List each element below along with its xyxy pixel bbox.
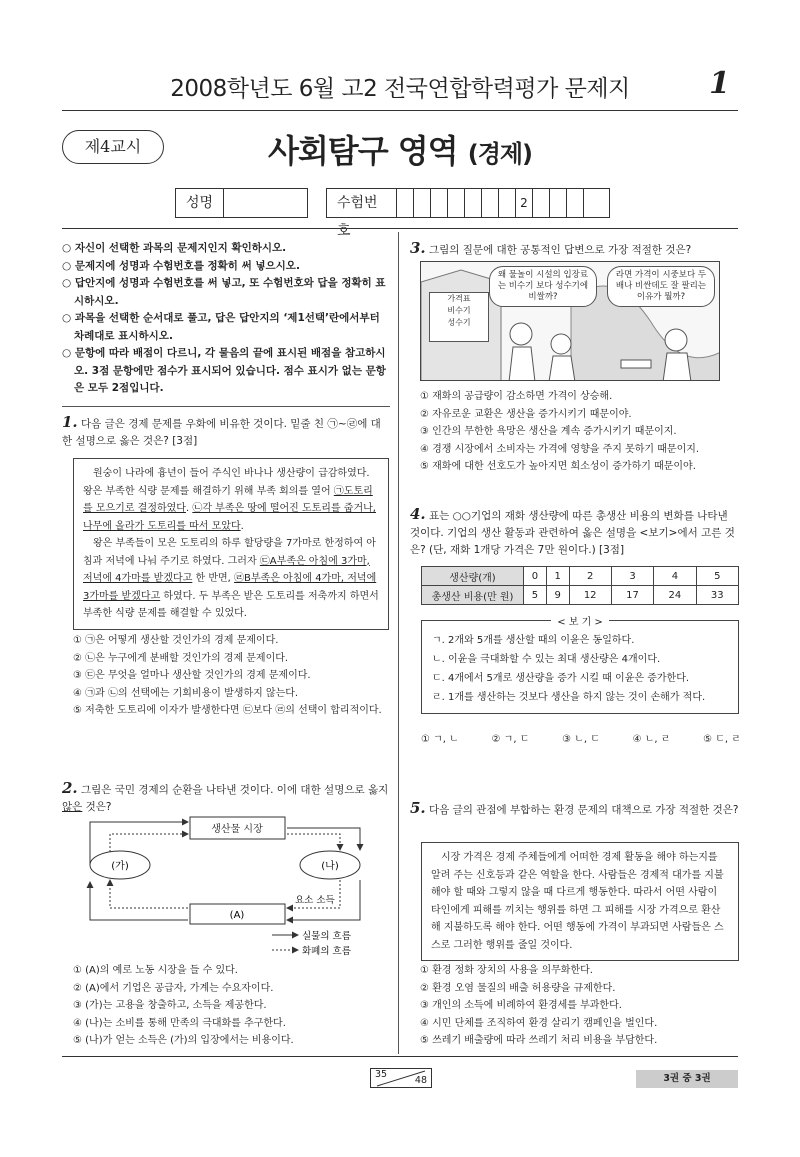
q1-paragraph-2 (83, 535, 379, 623)
instructions-rule (62, 406, 390, 407)
q4-cell: 5 (524, 586, 547, 605)
subject-main: 사회탐구 영역 (267, 132, 458, 170)
q4-option[interactable]: ③ ㄴ, ㄷ (562, 734, 600, 745)
money-flow-arrow (110, 880, 188, 908)
instruction-item: ○ 답안지에 성명과 수험번호를 써 넣고, 또 수험번호와 답을 정확히 표시하시오. (62, 277, 386, 307)
q4-cell: 2 (569, 567, 611, 586)
bogi-tag (422, 613, 738, 632)
page-number: 1 (709, 66, 730, 101)
examnum-cell[interactable] (567, 189, 584, 217)
column-divider (398, 232, 399, 1054)
examnum-cell[interactable] (414, 189, 431, 217)
footer-rule (62, 1056, 738, 1057)
q4-option[interactable]: ⑤ ㄷ, ㄹ (703, 734, 741, 745)
q1-options (73, 632, 389, 720)
q1-option[interactable]: ② ㉡은 누구에게 분배할 것인가의 경제 문제이다. (73, 652, 289, 664)
q2-option[interactable]: ① (A)의 예로 노동 시장을 들 수 있다. (73, 965, 238, 976)
q2-number: 2. (62, 779, 78, 797)
q1-text: 원숭이 나라에 흉년이 들어 주식인 바나나 생산량이 급감하였다. 왕은 부족한 식량 문제를 해결하기 위해 부족 회의를 열어 (83, 468, 370, 497)
q5-option[interactable]: ④ 시민 단체를 조직하여 환경 살리기 캠페인을 벌인다. (420, 1017, 658, 1029)
q4-cell: 17 (611, 586, 653, 605)
bogi-item: ㄱ. 2개와 5개를 생산할 때의 이윤은 동일하다. (432, 635, 635, 646)
q4-cell: 12 (569, 586, 611, 605)
q4-table (421, 566, 739, 605)
q4-cell: 3 (611, 567, 653, 586)
subject-sub: (경제) (467, 140, 533, 168)
q5-stem-text: 다음 글의 관점에 부합하는 환경 문제의 대책으로 가장 적절한 것은? (429, 804, 739, 816)
q3-option[interactable]: ③ 인간의 무한한 욕망은 생산을 계속 증가시키기 때문이지. (420, 426, 677, 437)
q1-stem (62, 414, 390, 450)
exam-title: 2008학년도 6월 고2 전국연합학력평가 문제지 (170, 76, 630, 102)
q4-row-label: 총생산 비용(만 원) (422, 586, 524, 605)
q4-option[interactable]: ① ㄱ, ㄴ (421, 734, 459, 745)
economic-circulation-diagram (80, 812, 380, 957)
q4-stem (410, 506, 740, 559)
legend-real-label: 실물의 흐름 (302, 931, 351, 942)
bogi-item: ㄷ. 4개에서 5개로 생산량을 증가 시킬 때 이윤은 증가한다. (432, 673, 690, 684)
q5-passage: 시장 가격은 경제 주체들에게 어떠한 경제 활동을 해야 하는지를 알려 주는 신호등과 같은 역할을 한다. 사람들은 경제적 대가를 지불해야 할 때와 그렇지 않을 때 다르게 행동한다. 따라서 어떤 사람이 타인에게 피해를 끼치는 행위를 하면 그 피해를 시장 가격으로 환산해 지불하도록 해야 한다. 어떤 행동에 가격이 부과되면 사람들은 스스로 그러한 행위를 줄일 것이다. (421, 842, 739, 961)
q4-stem-text: 표는 ○○기업의 재화 생산량에 따른 총생산 비용의 변화를 나타낸 것이다. 기업의 생산 활동과 관련하여 옳은 설명을 <보기>에서 고른 것은? (단, 재화 1개당 가격은 7만 원이다.) [3점] (410, 510, 735, 556)
examnum-label: 수험번호 (327, 189, 397, 217)
q3-illustration (420, 261, 720, 381)
footer-page-top: 35 (375, 1069, 388, 1080)
instruction-item: ○ 자신이 선택한 과목의 문제지인지 확인하시오. (62, 242, 287, 254)
q5-option[interactable]: ⑤ 쓰레기 배출량에 따라 쓰레기 처리 비용을 부담한다. (420, 1035, 658, 1046)
factor-income-label: 요소 소득 (295, 895, 335, 906)
q1-text: 한 반면, (192, 573, 235, 584)
q2-option[interactable]: ② (A)에서 기업은 공급자, 가계는 수요자이다. (73, 982, 274, 994)
session-badge: 제4교시 (62, 130, 164, 164)
ga-label: (가) (111, 861, 129, 872)
subject-title (0, 126, 800, 172)
examnum-cell[interactable] (448, 189, 465, 217)
q4-cell: 1 (546, 567, 569, 586)
q1-text: 왕은 부족들이 모은 도토리의 하루 할당량을 7가마로 한정하여 아침과 저녁에 나눠 주기로 하였다. 그러자 (83, 538, 376, 567)
q4-cell: 5 (696, 567, 738, 586)
bogi-label: < 보 기 > (551, 617, 609, 628)
q2-option[interactable]: ⑤ (나)가 얻는 소득은 (가)의 입장에서는 비용이다. (73, 1035, 294, 1046)
examnum-box (326, 188, 610, 239)
q4-cell: 33 (696, 586, 738, 605)
q5-number: 5. (410, 799, 426, 817)
speech-bubble-2: 라면 가격이 시중보다 두 배나 비싼데도 잘 팔리는 이유가 뭘까? (607, 266, 715, 307)
instructions (62, 240, 388, 398)
q2-options (73, 962, 389, 1050)
money-flow-arrow (287, 834, 340, 850)
q1-underline-d: ㉣B부족은 아침에 4가마, 저녁에 3가마를 받겠다고 (83, 573, 377, 602)
footer-page-box (370, 1068, 432, 1088)
q3-stem-text: 그림의 질문에 대한 공통적인 답변으로 가장 적절한 것은? (429, 244, 692, 256)
examnum-cell[interactable] (397, 189, 414, 217)
q1-option[interactable]: ④ ㉠과 ㉡의 선택에는 기회비용이 발생하지 않는다. (73, 687, 299, 699)
q3-option[interactable]: ⑤ 재화에 대한 선호도가 높아지면 희소성이 증가하기 때문이야. (420, 461, 696, 472)
header-rule (62, 110, 738, 111)
name-label: 성명 (176, 189, 224, 217)
footer-page-bottom: 48 (414, 1075, 427, 1086)
q1-underline-c: ㉢A부족은 아침에 3가마, 저녁에 4가마를 받겠다고 (83, 555, 370, 584)
q1-option[interactable]: ⑤ 저축한 도토리에 이자가 발생한다면 ㉢보다 ㉣의 선택이 합리적이다. (73, 705, 382, 716)
name-field[interactable] (224, 189, 307, 217)
q2-stem-b: 것은? (82, 801, 112, 813)
bogi-item: ㄴ. 이윤을 극대화할 수 있는 최대 생산량은 4개이다. (432, 654, 661, 665)
q3-options (420, 388, 740, 476)
q4-option[interactable]: ② ㄱ, ㄷ (491, 734, 530, 745)
na-label: (나) (321, 861, 339, 872)
examnum-cell-digit[interactable]: 2 (516, 189, 533, 217)
q5-option[interactable]: ③ 개인의 소득에 비례하여 환경세를 부과한다. (420, 1000, 622, 1011)
examnum-cell[interactable] (533, 189, 550, 217)
price-sign (429, 292, 489, 342)
q1-underline-b: ㉡각 부족은 땅에 떨어진 도토리를 줍거나, 나무에 올라가 도토리를 따서 모았다 (83, 503, 376, 532)
legend-money-label: 화폐의 흐름 (302, 946, 351, 957)
instruction-item: ○ 문제지에 성명과 수험번호를 정확히 써 넣으시오. (62, 259, 300, 272)
q4-table-row (422, 586, 739, 605)
examnum-cell[interactable] (431, 189, 448, 217)
examnum-cell[interactable] (584, 189, 609, 217)
q5-option[interactable]: ① 환경 정화 장치의 사용을 의무화한다. (420, 965, 593, 976)
q4-option[interactable]: ④ ㄴ, ㄹ (632, 734, 671, 745)
examnum-cell[interactable] (550, 189, 567, 217)
real-flow-arrow (287, 828, 360, 850)
a-label: (A) (229, 910, 245, 921)
q3-option[interactable]: ④ 경쟁 시장에서 소비자는 가격에 영향을 주지 못하기 때문이지. (420, 443, 700, 455)
q1-stem-text: 다음 글은 경제 문제를 우화에 비유한 것이다. 밑줄 친 ㉠~㉣에 대한 설명으로 옳은 것은? [3점] (62, 418, 381, 447)
examnum-cell[interactable] (499, 189, 516, 217)
q3-stem (410, 240, 740, 259)
q4-cell: 9 (546, 586, 569, 605)
q2-stem-a: 그림은 국민 경제의 순환을 나타낸 것이다. 이에 대한 설명으로 옳지 (81, 784, 389, 796)
instruction-item: ○ 과목을 선택한 순서대로 풀고, 답은 답안지의 ‘제1선택’란에서부터 차례대로 표시하시오. (62, 312, 380, 342)
q1-number: 1. (62, 413, 78, 431)
q5-stem (410, 800, 740, 819)
price-sign-title: 가격표 (447, 294, 471, 303)
bogi-item: ㄹ. 1개를 생산하는 것보다 생산을 하지 않는 것이 손해가 적다. (432, 692, 706, 703)
instruction-item: ○ 문항에 따라 배점이 다르니, 각 물음의 끝에 표시된 배점을 참고하시오. 3점 문항에만 점수가 표시되어 있습니다. 점수 표시가 없는 문항은 모두 2점입니다. (62, 347, 386, 394)
price-sign-line: 성수기 (447, 318, 471, 327)
q1-paragraph-1 (83, 465, 379, 535)
market-label: 생산물 시장 (211, 824, 263, 835)
footer-volume: 3권 중 3권 (636, 1070, 738, 1088)
q1-passage (73, 458, 389, 630)
q2-option[interactable]: ④ (나)는 소비를 통해 만족의 극대화를 추구한다. (73, 1017, 286, 1029)
q4-row-label: 생산량(개) (422, 567, 524, 586)
q1-text: . (240, 520, 244, 532)
q4-table-row (422, 567, 739, 586)
q2-stem-underline: 않은 (62, 801, 83, 813)
name-box (175, 188, 308, 218)
q3-number: 3. (410, 239, 426, 257)
q4-cell: 4 (654, 567, 696, 586)
q4-number: 4. (410, 505, 426, 523)
q3-option[interactable]: ① 재화의 공급량이 감소하면 가격이 상승해. (420, 391, 613, 402)
q1-option[interactable]: ③ ㉢은 무엇을 얼마나 생산할 것인가의 경제 문제이다. (73, 670, 311, 681)
speech-bubble-1: 왜 물놀이 시설의 입장료는 비수기 보다 성수기에 비쌀까? (489, 266, 597, 307)
q4-cell: 0 (524, 567, 547, 586)
q1-underline-a: ㉠도토리를 모으기로 결정하였다 (83, 485, 373, 514)
real-flow-arrow (90, 882, 188, 920)
q4-cell: 24 (654, 586, 696, 605)
q1-text: 하였다. 두 부족은 받은 도토리를 저축까지 하면서 부족한 식량 문제를 해결할 수 있었다. (83, 590, 379, 619)
q2-option[interactable]: ③ (가)는 고용을 창출하고, 소득을 제공한다. (73, 1000, 267, 1011)
q3-option[interactable]: ② 자유로운 교환은 생산을 증가시키기 때문이야. (420, 408, 632, 420)
q1-text: . (185, 503, 193, 514)
examnum-cell[interactable] (465, 189, 482, 217)
q1-option[interactable]: ① ㉠은 어떻게 생산할 것인가의 경제 문제이다. (73, 635, 279, 646)
q2-stem (62, 780, 390, 816)
q5-options (420, 962, 740, 1050)
examnum-cell[interactable] (482, 189, 499, 217)
price-sign-line: 비수기 (447, 306, 471, 315)
header-rule-bottom (62, 228, 738, 229)
q5-option[interactable]: ② 환경 오염 물질의 배출 허용량을 규제한다. (420, 982, 616, 994)
money-flow-arrow (110, 834, 188, 852)
q4-bogi-box (421, 617, 739, 714)
q4-options (421, 730, 741, 745)
